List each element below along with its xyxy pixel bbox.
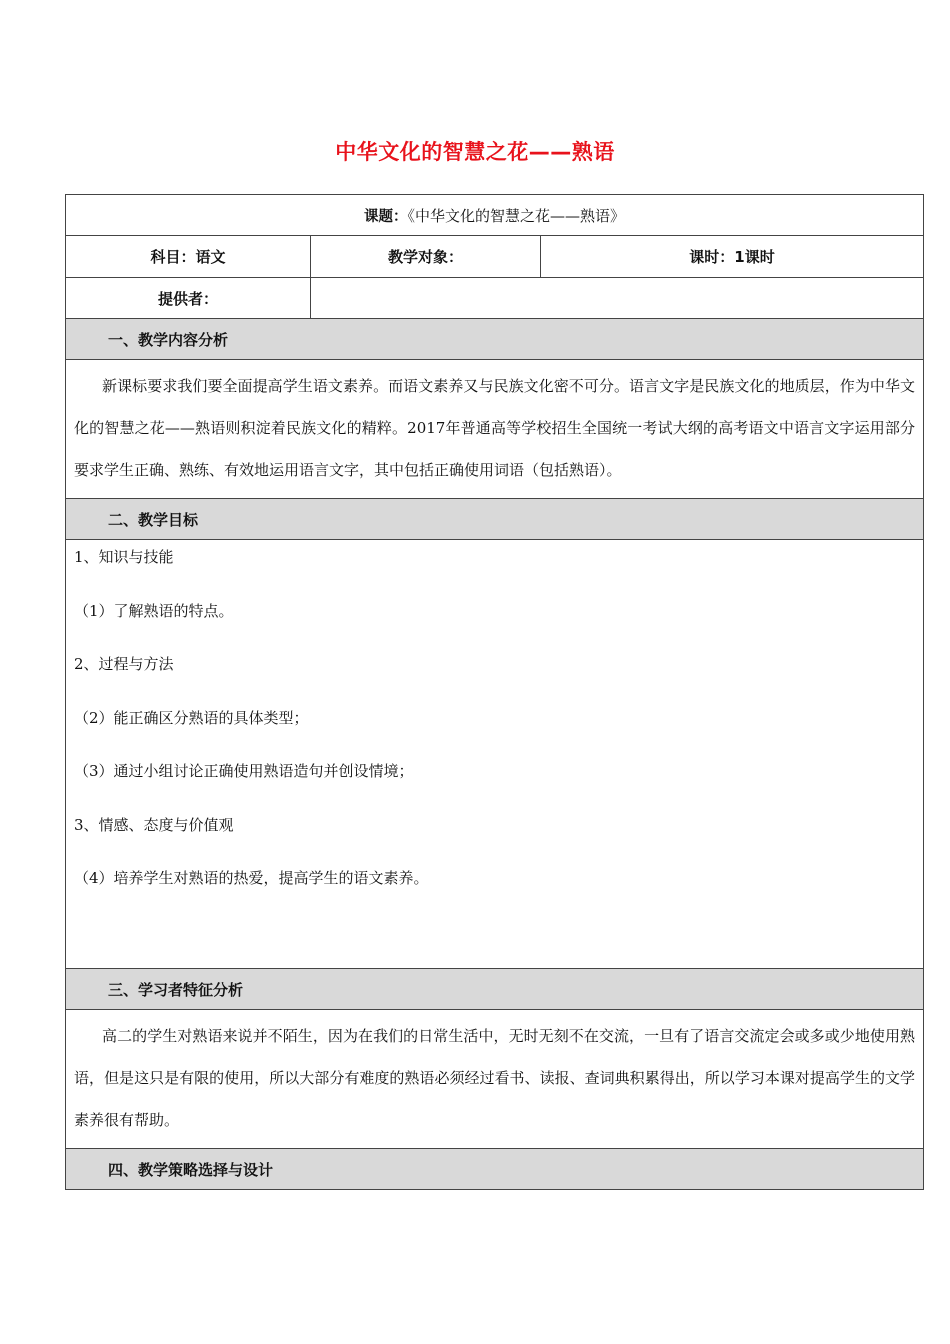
content-analysis-text: 新课标要求我们要全面提高学生语文素养。而语文素养又与民族文化密不可分。语言文字是民族文化的地质层，作为中华文化的智慧之花——熟语则积淀着民族文化的精粹。2017年普通高等学校招生全国统一考试大纲的高考语文中语言文字运用部分要求学生正确、熟练、有效地运用语言文字，其中包括正确使用词语（包括熟语）。 (74, 377, 916, 479)
content-analysis-body (66, 360, 924, 499)
topic-label: 课题： (364, 208, 408, 225)
page-title: 中华文化的智慧之花——熟语 (335, 140, 615, 164)
learner-analysis-text: 高二的学生对熟语来说并不陌生，因为在我们的日常生活中，无时无刻不在交流，一旦有了语言交流定会或多或少地使用熟语，但是这只是有限的使用，所以大部分有难度的熟语必须经过看书、读报、查词典积累得出，所以学习本课对提高学生的文学素养很有帮助。 (74, 1027, 916, 1129)
objective-item: （2）能正确区分熟语的具体类型； (74, 708, 309, 727)
objective-item: （4）培养学生对熟语的热爱，提高学生的语文素养。 (74, 869, 429, 887)
objective-item: （1）了解熟语的特点。 (74, 601, 234, 620)
audience-cell: 教学对象： (311, 236, 541, 278)
learner-analysis-body (66, 1010, 924, 1149)
provider-value (311, 278, 924, 319)
section-heading-content-analysis: 一、教学内容分析 (66, 319, 924, 360)
objectives-body (66, 540, 924, 969)
objective-item: 3、情感、态度与价值观 (74, 815, 234, 834)
topic-cell (66, 195, 924, 236)
objective-item: 1、知识与技能 (74, 548, 174, 566)
section-heading-objectives: 二、教学目标 (66, 499, 924, 540)
objective-item: 2、过程与方法 (74, 655, 174, 673)
section-heading-learner-analysis: 三、学习者特征分析 (66, 969, 924, 1010)
topic-value: 《中华文化的智慧之花——熟语》 (407, 206, 626, 225)
subject-cell: 科目：语文 (66, 236, 311, 278)
period-cell: 课时：1课时 (541, 236, 924, 278)
section-heading-strategy: 四、教学策略选择与设计 (66, 1149, 924, 1190)
objective-item: （3）通过小组讨论正确使用熟语造句并创设情境； (74, 762, 414, 780)
provider-label: 提供者： (66, 278, 311, 319)
lesson-plan-table (65, 194, 924, 1190)
